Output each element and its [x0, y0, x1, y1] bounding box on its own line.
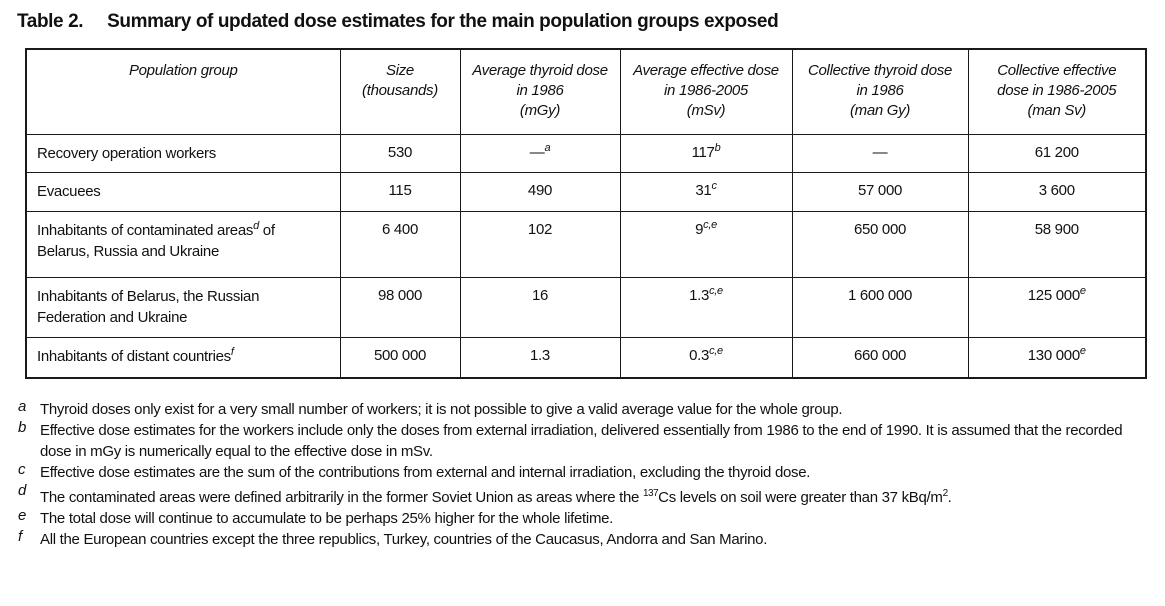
size-cell	[340, 277, 460, 337]
column-header-size	[340, 49, 460, 134]
footnote-text	[40, 483, 1148, 508]
footnote-ref: e	[1079, 344, 1086, 357]
collective-thyroid-dose-cell	[792, 337, 968, 378]
value: 98 000	[377, 286, 423, 304]
footnote-ref: c,e	[703, 218, 717, 231]
footnote-ref: d	[253, 219, 259, 232]
collective-thyroid-dose-cell	[792, 134, 968, 172]
avg-effective-dose-cell	[620, 134, 792, 172]
collective-effective-dose-cell	[968, 277, 1146, 337]
collective-thyroid-dose-cell	[792, 172, 968, 211]
footnote-b	[18, 420, 1148, 462]
header-line: Population group	[128, 62, 238, 79]
footnote-ref: f	[230, 345, 234, 358]
footnote-text	[40, 420, 1148, 462]
footnote-ref: a	[544, 141, 551, 154]
value: 500 000	[373, 346, 427, 364]
footnote-a	[18, 399, 1148, 420]
value: 660 000	[853, 346, 907, 364]
value: 57 000	[857, 181, 903, 199]
footnote-ref: c	[711, 179, 717, 192]
column-header-collective-effective-dose	[968, 49, 1146, 134]
footnote-ref: b	[714, 141, 721, 154]
footnote-letter: f	[18, 528, 22, 545]
value: 1.3	[689, 286, 710, 304]
value: 58 900	[1034, 220, 1079, 238]
value: 102	[527, 220, 553, 238]
footnote-ref: e	[1079, 284, 1086, 297]
footnote-text-part: .	[947, 489, 952, 506]
collective-effective-dose-cell	[968, 134, 1146, 172]
header-line: Average effective dose	[633, 62, 779, 79]
group-text: Inhabitants of distant countries	[37, 347, 231, 365]
footnote-ref: c,e	[709, 284, 723, 297]
avg-thyroid-dose-cell	[460, 337, 620, 378]
avg-thyroid-dose-cell	[460, 134, 620, 172]
header-line: Collective effective	[997, 62, 1117, 79]
population-group-cell	[26, 172, 340, 211]
footnote-text-part: The contaminated areas were defined arbitrarily in the former Soviet Union as areas where the	[40, 489, 643, 506]
footnote-letter: c	[18, 461, 26, 478]
column-header-population-group	[26, 49, 340, 134]
squared-superscript: 2	[942, 488, 948, 499]
avg-thyroid-dose-cell	[460, 172, 620, 211]
value: 1.3	[530, 346, 550, 364]
group-text: Evacuees	[37, 182, 101, 200]
footnote-letter: b	[18, 419, 27, 436]
header-line: (thousands)	[362, 82, 438, 99]
collective-effective-dose-cell	[968, 172, 1146, 211]
population-group-cell	[26, 277, 340, 337]
footnote-f	[18, 529, 1148, 550]
avg-effective-dose-cell	[620, 337, 792, 378]
table-row-contaminated-areas	[26, 211, 1146, 277]
group-text: of Belarus, Russia and Ukraine	[37, 221, 275, 260]
value: —	[529, 143, 545, 161]
table-number-label: Table 2.	[17, 11, 84, 32]
value: 650 000	[853, 220, 907, 238]
collective-effective-dose-cell	[968, 337, 1146, 378]
value: 117	[691, 143, 715, 161]
table-title-text: Summary of updated dose estimates for the main population groups exposed	[107, 11, 779, 32]
header-line: Collective thyroid dose	[807, 62, 952, 79]
table-row-distant-countries	[26, 337, 1146, 378]
value: 490	[527, 181, 553, 199]
value: 16	[531, 286, 549, 304]
header-line: in 1986	[856, 82, 904, 99]
footnote-text	[40, 399, 1148, 420]
size-cell	[340, 172, 460, 211]
size-cell	[340, 134, 460, 172]
footnote-letter: a	[18, 398, 27, 415]
population-group-cell	[26, 211, 340, 277]
footnote-text	[40, 508, 1148, 529]
avg-effective-dose-cell	[620, 172, 792, 211]
table-row-evacuees	[26, 172, 1146, 211]
size-cell	[340, 337, 460, 378]
population-group-cell	[26, 337, 340, 378]
avg-effective-dose-cell	[620, 277, 792, 337]
header-line: (mSv)	[686, 102, 726, 119]
footnote-text-part: Thyroid doses only exist for a very small number of workers; it is not possible to give a valid average value for the whole group.	[40, 401, 843, 418]
value: 0.3	[689, 346, 710, 364]
dose-estimates-table	[25, 48, 1147, 379]
footnote-text	[40, 462, 1148, 483]
value: 6 400	[381, 220, 419, 238]
group-text: Recovery operation workers	[37, 144, 216, 162]
header-line: in 1986-2005	[664, 82, 748, 99]
value: 9	[695, 220, 704, 238]
collective-effective-dose-cell	[968, 211, 1146, 277]
footnote-text-part: The total dose will continue to accumulate to be perhaps 25% higher for the whole lifetime.	[40, 510, 614, 527]
column-header-average-thyroid-dose	[460, 49, 620, 134]
value: 125 000	[1027, 286, 1080, 304]
footnote-ref: c,e	[709, 344, 723, 357]
footnote-text	[40, 529, 1148, 550]
population-group-cell	[26, 134, 340, 172]
value: 3 600	[1038, 181, 1075, 199]
value: 530	[387, 143, 413, 161]
header-line: Average thyroid dose	[472, 62, 608, 79]
value: 115	[388, 181, 412, 199]
header-line: (man Sv)	[1027, 102, 1086, 119]
header-line: (mGy)	[519, 102, 561, 119]
value: 1 600 000	[847, 286, 913, 304]
header-line: Size	[386, 62, 414, 79]
footnote-text-part: Cs levels on soil were greater than 37 kBq/m	[658, 489, 943, 506]
value: 31	[695, 181, 712, 199]
footnote-text-part: Effective dose estimates for the workers include only the doses from external irradiation, delivered essentially from 1986 to the end of 1990. It is assumed that the recorded dose in mGy is numerically equal to the effective dose in mSv.	[40, 422, 1123, 460]
avg-thyroid-dose-cell	[460, 211, 620, 277]
value: 130 000	[1027, 346, 1080, 364]
table-title	[17, 11, 1165, 33]
footnote-c	[18, 462, 1148, 483]
group-text: Inhabitants of Belarus, the Russian Federation and Ukraine	[37, 287, 260, 326]
footnotes-section	[18, 399, 1148, 550]
header-line: in 1986	[516, 82, 564, 99]
footnote-text-part: All the European countries except the three republics, Turkey, countries of the Caucasus, Andorra and San Marino.	[40, 531, 768, 548]
column-header-average-effective-dose	[620, 49, 792, 134]
value: —	[872, 143, 888, 161]
footnote-letter: d	[18, 482, 27, 499]
size-cell	[340, 211, 460, 277]
footnote-e	[18, 508, 1148, 529]
footnote-letter: e	[18, 507, 27, 524]
collective-thyroid-dose-cell	[792, 211, 968, 277]
isotope-superscript: 137	[642, 488, 659, 499]
value: 61 200	[1034, 143, 1079, 161]
footnote-text-part: Effective dose estimates are the sum of the contributions from external and internal irradiation, excluding the thyroid dose.	[40, 464, 811, 481]
collective-thyroid-dose-cell	[792, 277, 968, 337]
avg-effective-dose-cell	[620, 211, 792, 277]
header-line: dose in 1986-2005	[997, 82, 1117, 99]
footnote-d	[18, 483, 1148, 508]
table-row-recovery-workers	[26, 134, 1146, 172]
header-line: (man Gy)	[849, 102, 911, 119]
group-text: Inhabitants of contaminated areas	[37, 221, 254, 239]
header-row	[26, 49, 1146, 134]
table-row-belarus-russia-ukraine	[26, 277, 1146, 337]
avg-thyroid-dose-cell	[460, 277, 620, 337]
column-header-collective-thyroid-dose	[792, 49, 968, 134]
